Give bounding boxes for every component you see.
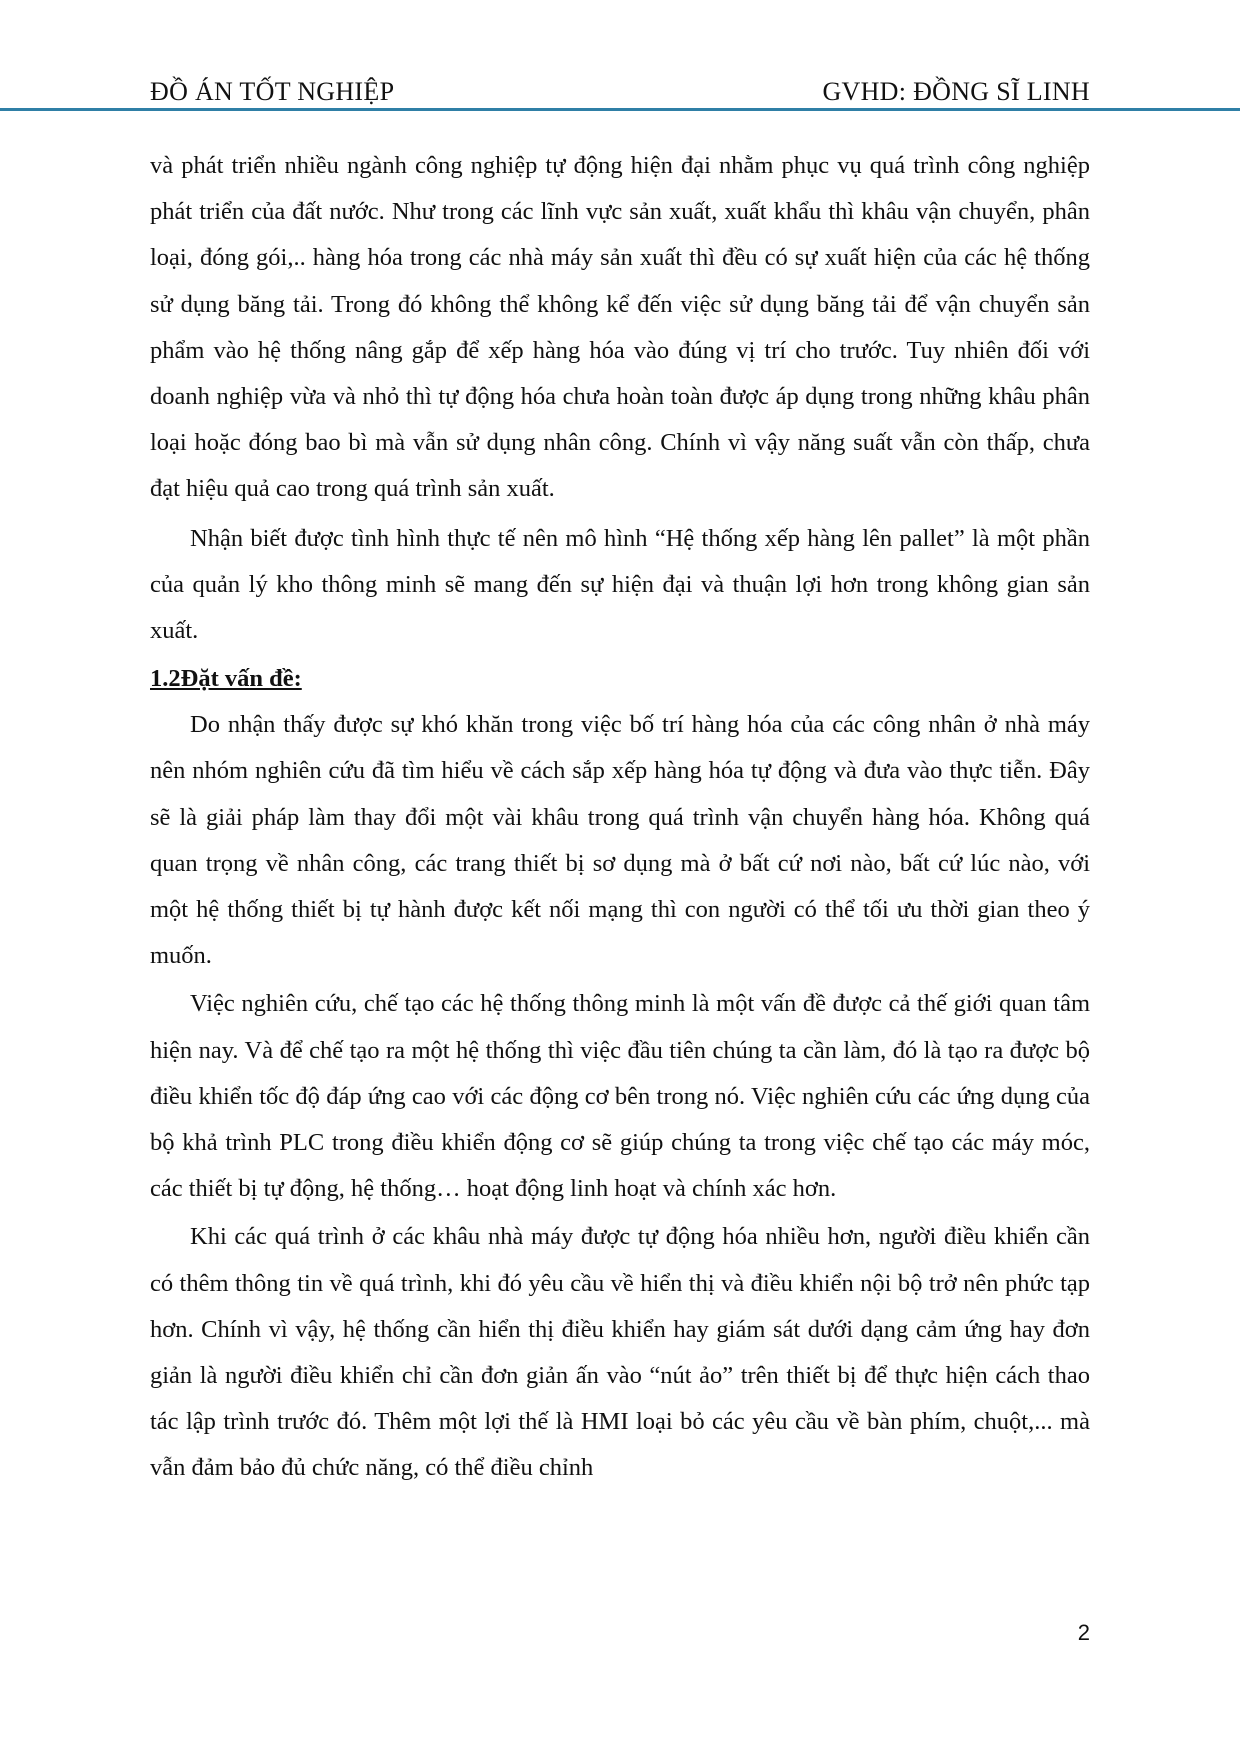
paragraph-pallet-model: Nhận biết được tình hình thực tế nên mô hình “Hệ thống xếp hàng lên pallet” là một phần của quản lý kho thông minh sẽ mang đến sự hiện đại và thuận lợi hơn trong không gian sản xuất. [150,524,1090,645]
section-heading: 1.2Đặt vấn đề: [150,665,302,693]
header-document-title: ĐỒ ÁN TỐT NGHIỆP [150,77,395,106]
header-supervisor: GVHD: ĐỒNG SĨ LINH [822,77,1090,106]
paragraph-problem-statement: Do nhận thấy được sự khó khăn trong việc bố trí hàng hóa của các công nhân ở nhà máy nên nhóm nghiên cứu đã tìm hiểu về cách sắp xếp hàng hóa tự động và đưa vào thực tiễn. Đây sẽ là giải pháp làm thay đổi một vài khâu trong quá trình vận chuyển hàng hóa. Không quá quan trọng về nhân công, các trang thiết bị sơ dụng mà ở bất cứ nơi nào, bất cứ lúc nào, với một hệ thống thiết bị tự hành được kết nối mạng thì con người có thể tối ưu thời gian theo ý muốn. [150,711,1090,970]
paragraph-intro-continued: và phát triển nhiều ngành công nghiệp tự động hiện đại nhằm phục vụ quá trình công nghiệp phát triển của đất nước. Như trong các lĩnh vực sản xuất, xuất khẩu thì khâu vận chuyển, phân loại, đóng gói,.. hàng hóa trong các nhà máy sản xuất thì đều có sự xuất hiện của các hệ thống sử dụng băng tải. Trong đó không thể không kể đến việc sử dụng băng tải để vận chuyển sản phẩm vào hệ thống nâng gắp để xếp hàng hóa vào đúng vị trí cho trước. Tuy nhiên đối với doanh nghiệp vừa và nhỏ thì tự động hóa chưa hoàn toàn được áp dụng trong những khâu phân loại hoặc đóng bao bì mà vẫn sử dụng nhân công. Chính vì vậy năng suất vẫn còn thấp, chưa đạt hiệu quả cao trong quá trình sản xuất. [150,152,1090,503]
page-body [150,143,1090,1494]
page-number: 2 [1077,1620,1090,1645]
paragraph-research-plc: Việc nghiên cứu, chế tạo các hệ thống thông minh là một vấn đề được cả thế giới quan tâm hiện nay. Và để chế tạo ra một hệ thống thì việc đầu tiên chúng ta cần làm, đó là tạo ra được bộ điều khiển tốc độ đáp ứng cao với các động cơ bên trong nó. Việc nghiên cứu các ứng dụng của bộ khả trình PLC trong điều khiển động cơ sẽ giúp chúng ta trong việc chế tạo các máy móc, các thiết bị tự động, hệ thống… hoạt động linh hoạt và chính xác hơn. [150,990,1090,1203]
paragraph-hmi: Khi các quá trình ở các khâu nhà máy được tự động hóa nhiều hơn, người điều khiển cần có thêm thông tin về quá trình, khi đó yêu cầu về hiển thị và điều khiển nội bộ trở nên phức tạp hơn. Chính vì vậy, hệ thống cần hiển thị điều khiển hay giám sát dưới dạng cảm ứng hay đơn giản là người điều khiển chỉ cần đơn giản ấn vào “nút ảo” trên thiết bị để thực hiện cách thao tác lập trình trước đó. Thêm một lợi thế là HMI loại bỏ các yêu cầu về bàn phím, chuột,... mà vẫn đảm bảo đủ chức năng, có thể điều chỉnh [150,1223,1090,1482]
header-divider [0,108,1240,111]
page-header [150,72,1090,112]
